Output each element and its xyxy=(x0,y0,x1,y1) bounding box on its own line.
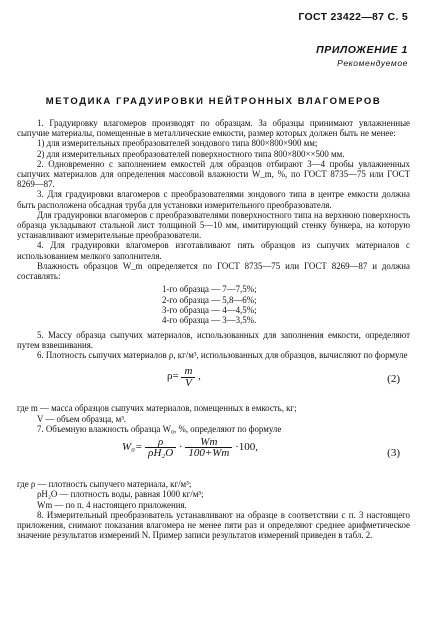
formula-3-numerator-1: ρ xyxy=(158,436,164,449)
formula-2-tail: , xyxy=(198,370,201,383)
formula-2 xyxy=(17,363,410,399)
formula-3-where-3: Wm — по п. 4 настоящего приложения. xyxy=(37,499,187,510)
formula-3-number: (3) xyxy=(387,447,400,460)
page-header: ГОСТ 23422—87 С. 5 xyxy=(298,11,408,23)
formula-2-numerator: m xyxy=(184,365,193,378)
formula-3-dot: · xyxy=(178,441,183,454)
formula-3-where-1: где ρ — плотность сыпучего материала, кг/м³; xyxy=(17,479,192,490)
formula-3-denominator-2: 100+Wm xyxy=(185,447,232,458)
formula-3-fraction-2 xyxy=(185,437,232,458)
formula-3-lhs: W₀= xyxy=(122,441,143,454)
formula-2-denominator: V xyxy=(181,377,195,388)
paragraph-1-item-1: 1) для измерительных преобразователей зондового типа 800×800×900 мм; xyxy=(37,138,318,149)
paragraph-4-continued: Влажность образцов W_m определяется по ГОСТ 8735—75 или ГОСТ 8269—87 и должна составлять: xyxy=(17,260,410,282)
sample-item: 1-го образца — 7—7,5%; xyxy=(162,284,257,295)
paragraph-3-continued: Для градуировки влагомеров с преобразователями поверхностного типа на верхнюю поверхность образца укладывают стальной лист толщиной 5—10 мм, имитирующий стенку бункера, на которую устанавливают измерительные преобразователи. xyxy=(17,209,410,241)
paragraph-8: 8. Измерительный преобразователь устанавливают на образце в соответствии с п. 3 настоящего приложения, снимают показания влагомера не менее пяти раз и определяют среднее арифметическое значение результатов измерений N. Пример записи результатов измерений приведен в табл. 2. xyxy=(17,509,410,541)
formula-2-fraction xyxy=(181,366,195,387)
formula-3-numerator-2: Wm xyxy=(200,436,218,449)
formula-2-where-1: где m — масса образцов сыпучих материалов, помещенных в емкость, кг; xyxy=(17,403,297,414)
formula-3-tail: ·100, xyxy=(235,441,259,454)
paragraph-7: 7. Объемную влажность образца W₀, %, определяют по формуле xyxy=(37,423,282,434)
formula-3-fraction-1 xyxy=(145,437,176,458)
formula-3-denominator-1: ρH₂O xyxy=(145,447,176,458)
paragraph-4: 4. Для градуировки влагомеров изготавливают пять образцов из сыпучих материалов с использованием мелкого заполнителя. xyxy=(17,240,410,261)
formula-3 xyxy=(17,437,410,475)
formula-2-number: (2) xyxy=(387,373,400,386)
formula-2-lhs: ρ= xyxy=(167,370,179,383)
sample-moisture-list xyxy=(162,284,410,326)
document-body xyxy=(17,118,410,540)
paragraph-6: 6. Плотность сыпучих материалов ρ, кг/м³, использованных для образцов, вычисляют по формуле xyxy=(37,350,408,361)
paragraph-1-item-2: 2) для измерительных преобразователей поверхностного типа 800×800××500 мм. xyxy=(37,148,345,159)
section-heading: МЕТОДИКА ГРАДУИРОВКИ НЕЙТРОННЫХ ВЛАГОМЕРОВ xyxy=(45,96,382,107)
sample-item: 4-го образца — 3—3,5%. xyxy=(162,315,257,326)
sample-item: 3-го образца — 4—4,5%; xyxy=(162,305,257,316)
formula-3-where-2: ρH₂O — плотность воды, равная 1000 кг/м³; xyxy=(37,489,204,500)
appendix-title: ПРИЛОЖЕНИЕ 1 xyxy=(316,44,408,56)
paragraph-2: 2. Одновременно с заполнением емкостей для образцов отбирают 3—4 пробы увлажненных сыпучих материалов для определения массовой влажности W_m, %, по ГОСТ 8735—75 или ГОСТ 8269—87. xyxy=(17,158,410,190)
formula-3-legend xyxy=(17,479,410,510)
paragraph-5: 5. Массу образца сыпучих материалов, использованных для заполнения емкости, определяют путем взвешивания. xyxy=(17,329,410,351)
paragraph-3: 3. Для градуировки влагомеров с преобразователями зондового типа в центре емкости должна быть расположена обсадная труба для установки измерительного преобразователя. xyxy=(17,189,410,210)
sample-item: 2-го образца — 5,8—6%; xyxy=(162,294,257,305)
paragraph-1: 1. Градуировку влагомеров производят по образцам. За образцы принимают увлажненные сыпучие материалы, помещенные в металлические емкости, размер которых должен быть не менее: xyxy=(17,118,410,139)
formula-2-where-2: V — объем образца, м³. xyxy=(37,413,127,424)
appendix-subtitle: Рекомендуемое xyxy=(337,58,408,68)
